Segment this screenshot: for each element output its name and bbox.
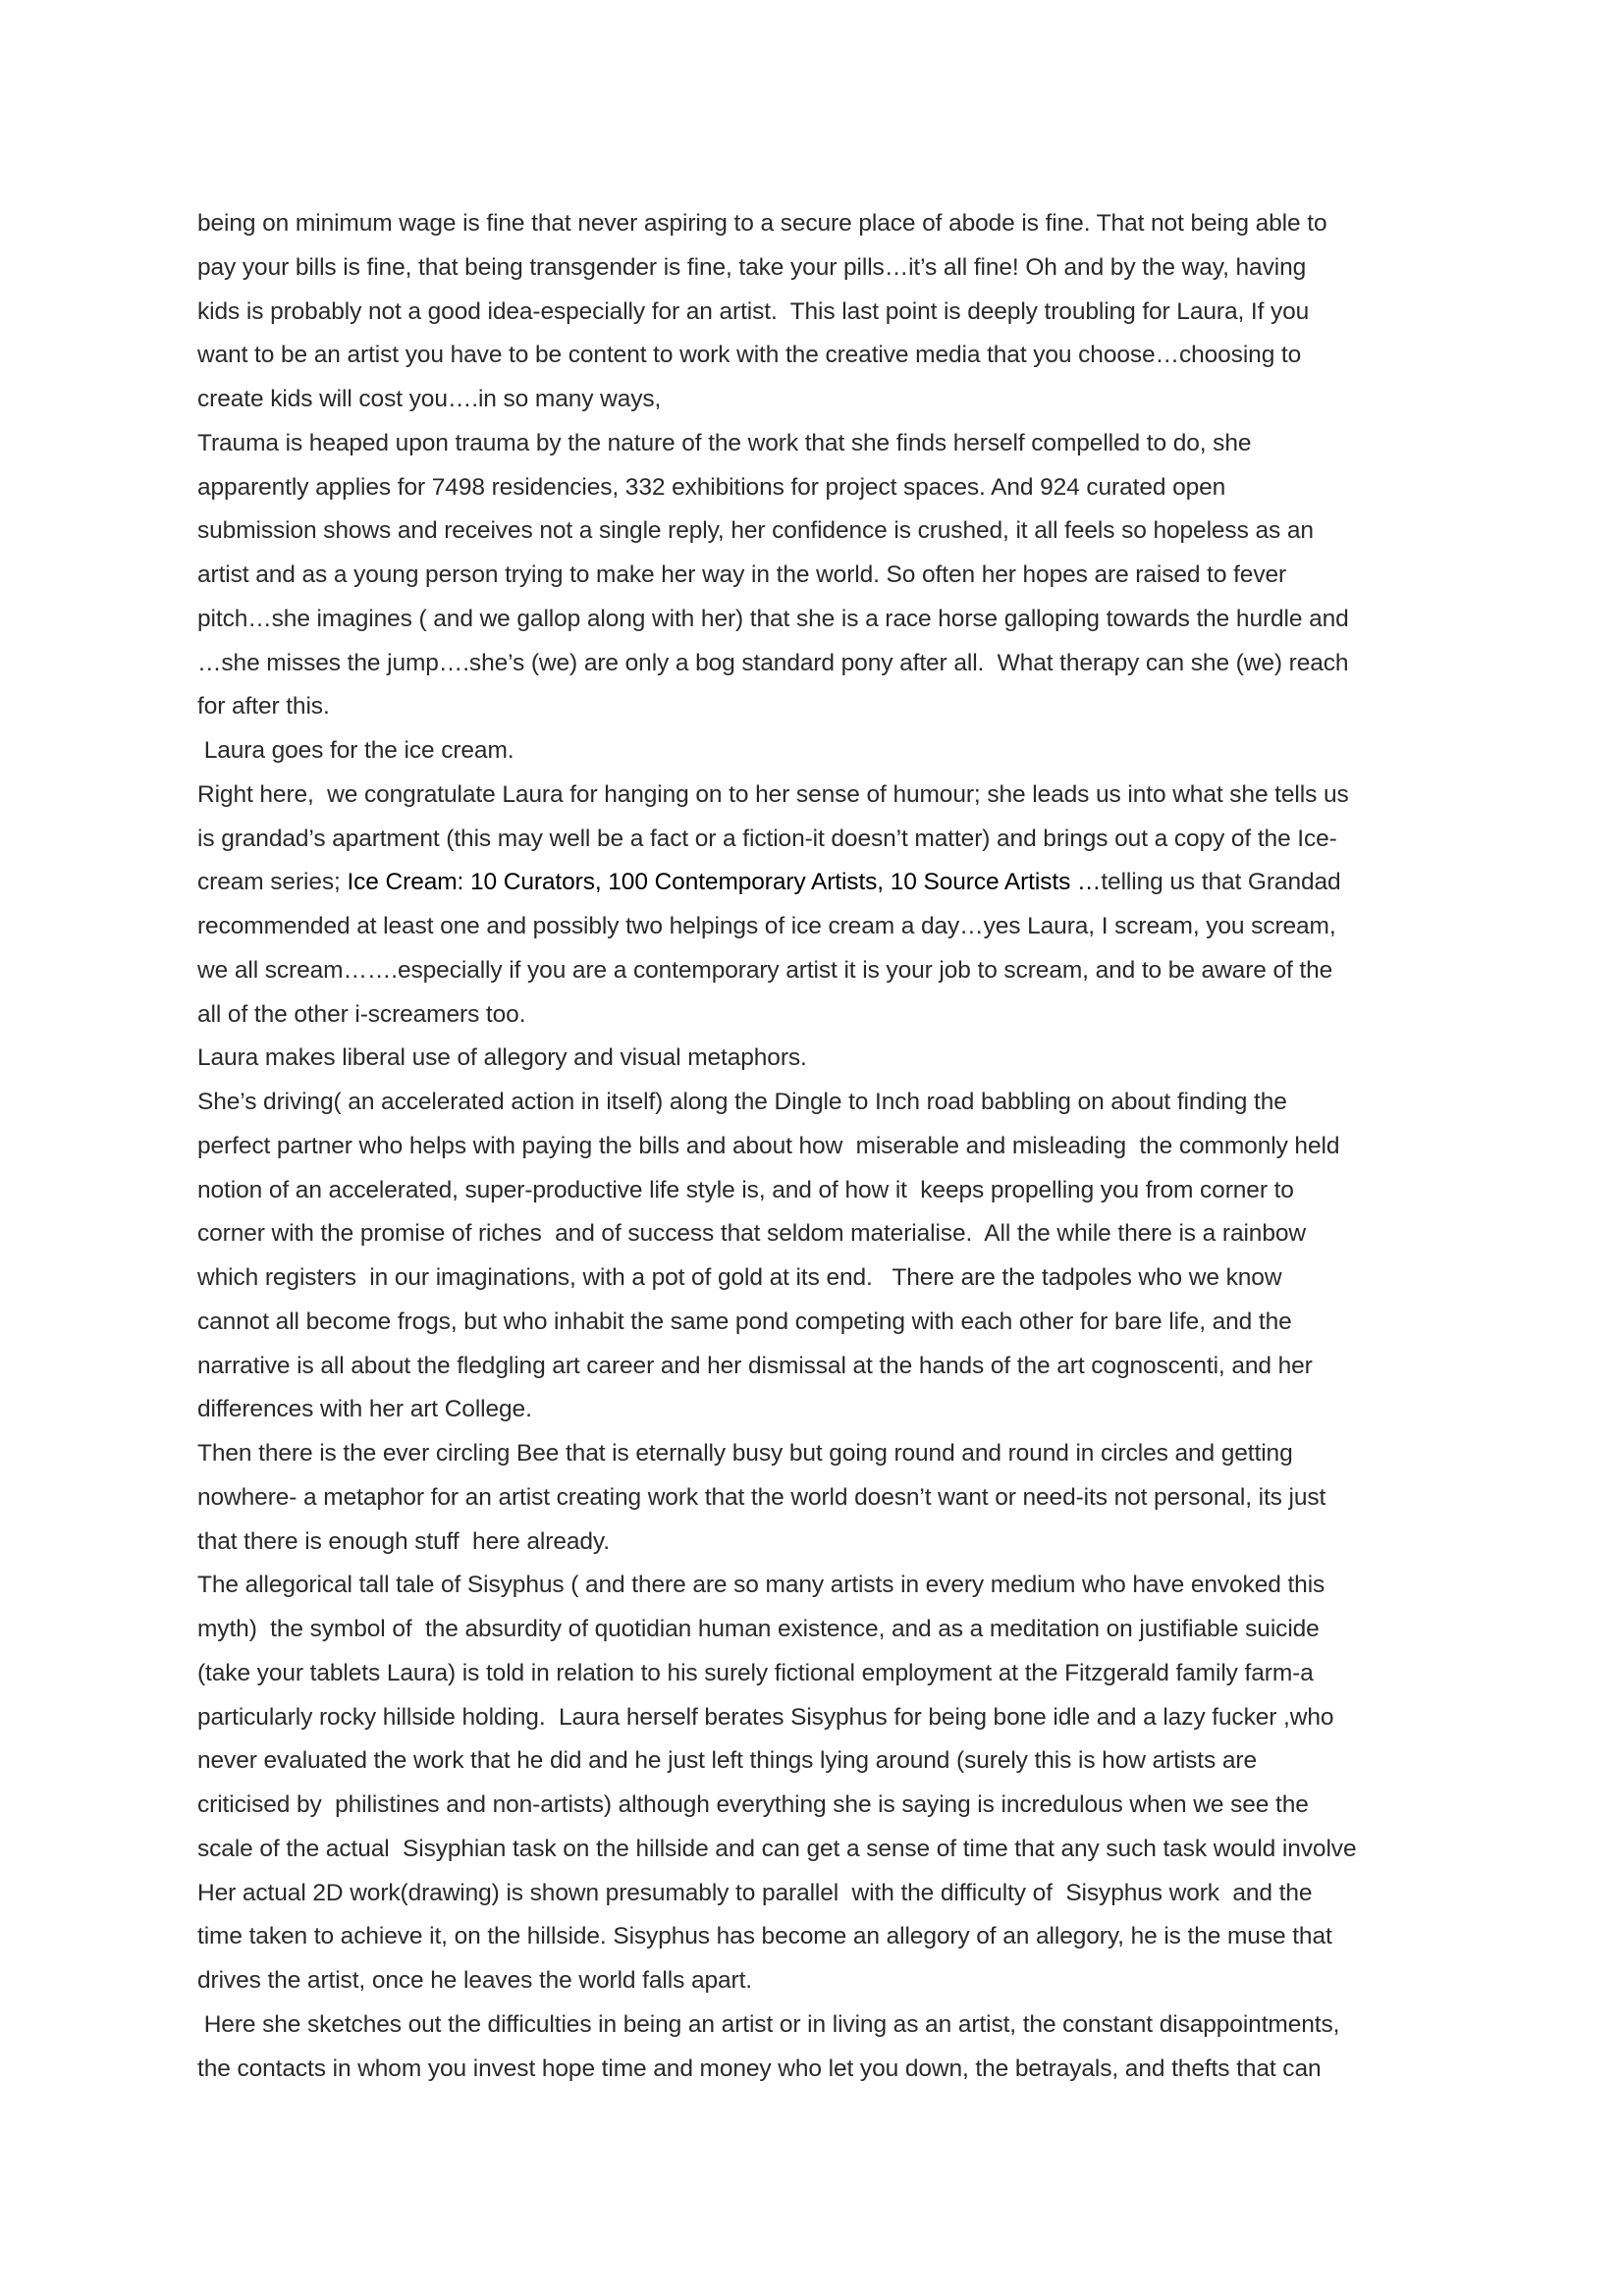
text-line: Laura makes liberal use of allegory and visual metaphors. <box>197 1044 807 1072</box>
text-line: kids is probably not a good idea-especially for an artist. This last point is deeply troubling for Laura, If you <box>197 297 1310 325</box>
text-line: Here she sketches out the difficulties in being an artist or in living as an artist, the constant disappointments, <box>197 2010 1340 2038</box>
text-line: being on minimum wage is fine that never aspiring to a secure place of abode is fine. That not being able to <box>197 210 1327 237</box>
text-line: differences with her art College. <box>197 1396 532 1423</box>
text-line: we all scream…….especially if you are a contemporary artist it is your job to scream, and to be aware of the <box>197 956 1333 984</box>
text-line: narrative is all about the fledgling art career and her dismissal at the hands of the art cognoscenti, and her <box>197 1352 1313 1379</box>
text-line: apparently applies for 7498 residencies, 332 exhibitions for project spaces. And 924 curated open <box>197 473 1226 501</box>
text-line: …she misses the jump….she’s (we) are only a bog standard pony after all. What therapy can she (we) reach <box>197 649 1349 676</box>
text-line: time taken to achieve it, on the hillside. Sisyphus has become an allegory of an allegory, he is the muse that <box>197 1923 1332 1950</box>
text-line: Trauma is heaped upon trauma by the nature of the work that she finds herself compelled to do, she <box>197 429 1252 456</box>
text-line: myth) the symbol of the absurdity of quotidian human existence, and as a meditation on justifiable suicide <box>197 1616 1320 1642</box>
text-line: is grandad’s apartment (this may well be a fact or a fiction-it doesn’t matter) and brings out a copy of the Ice- <box>197 825 1337 852</box>
text-line: scale of the actual Sisyphian task on the hillside and can get a sense of time that any such task would involve <box>197 1835 1357 1862</box>
text-line: Laura goes for the ice cream. <box>197 737 514 764</box>
text-span: telling us that Grandad <box>1101 869 1341 896</box>
text-line: for after this. <box>197 693 330 721</box>
text-line: notion of an accelerated, super-productive life style is, and of how it keeps propelling you from corner to <box>197 1176 1294 1203</box>
text-line: all of the other i-screamers too. <box>197 1000 526 1028</box>
text-line: particularly rocky hillside holding. Laura herself berates Sisyphus for being bone idle and a lazy fucker ,who <box>197 1703 1334 1731</box>
text-line: never evaluated the work that he did and he just left things lying around (surely this is how artists are <box>197 1747 1257 1775</box>
text-line: perfect partner who helps with paying the bills and about how miserable and misleading the commonly held <box>197 1132 1340 1159</box>
text-line: which registers in our imaginations, with a pot of gold at its end. There are the tadpoles who we know <box>197 1264 1282 1291</box>
text-line: the contacts in whom you invest hope time and money who let you down, the betrayals, and thefts that can <box>197 2055 1322 2082</box>
text-line: The allegorical tall tale of Sisyphus ( and there are so many artists in every medium who have envoked this <box>197 1572 1325 1599</box>
text-line: that there is enough stuff here already. <box>197 1527 610 1555</box>
text-line: Right here, we congratulate Laura for hanging on to her sense of humour; she leads us into what she tells us <box>197 780 1349 808</box>
text-line: (take your tablets Laura) is told in relation to his surely fictional employment at the Fitzgerald family farm-a <box>197 1659 1314 1686</box>
text-line: create kids will cost you….in so many ways, <box>197 386 662 412</box>
text-line: criticised by philistines and non-artists) although everything she is saying is incredulous when we see the <box>197 1791 1309 1818</box>
document-body <box>197 208 1474 2097</box>
text-line: nowhere- a metaphor for an artist creating work that the world doesn’t want or need-its not personal, its just <box>197 1483 1326 1511</box>
text-line: Then there is the ever circling Bee that is eternally busy but going round and round in circles and getting <box>197 1440 1293 1467</box>
text-line: cannot all become frogs, but who inhabit the same pond competing with each other for bare life, and the <box>197 1308 1292 1335</box>
text-span: cream series; <box>197 869 348 896</box>
text-line: She’s driving( an accelerated action in itself) along the Dingle to Inch road babbling on about finding the <box>197 1089 1287 1115</box>
text-line: drives the artist, once he leaves the world falls apart. <box>197 1967 752 1994</box>
book-title: Ice Cream: 10 Curators, 100 Contemporary Artists, 10 Source Artists … <box>347 869 1102 896</box>
text-line: artist and as a young person trying to make her way in the world. So often her hopes are raised to fever <box>197 561 1287 588</box>
text-line: Her actual 2D work(drawing) is shown presumably to parallel with the difficulty of Sisyphus work and the <box>197 1879 1313 1906</box>
text-line <box>197 867 1474 911</box>
text-line: recommended at least one and possibly two helpings of ice cream a day…yes Laura, I scream, you scream, <box>197 913 1336 939</box>
text-line: submission shows and receives not a single reply, her confidence is crushed, it all feels so hopeless as an <box>197 517 1314 545</box>
text-line: pitch…she imagines ( and we gallop along with her) that she is a race horse galloping towards the hurdle and <box>197 605 1349 632</box>
text-line: corner with the promise of riches and of success that seldom materialise. All the while there is a rainbow <box>197 1220 1306 1248</box>
text-line: pay your bills is fine, that being transgender is fine, take your pills…it’s all fine! Oh and by the way, having <box>197 253 1307 281</box>
text-line: want to be an artist you have to be content to work with the creative media that you choose…choosing to <box>197 342 1302 369</box>
